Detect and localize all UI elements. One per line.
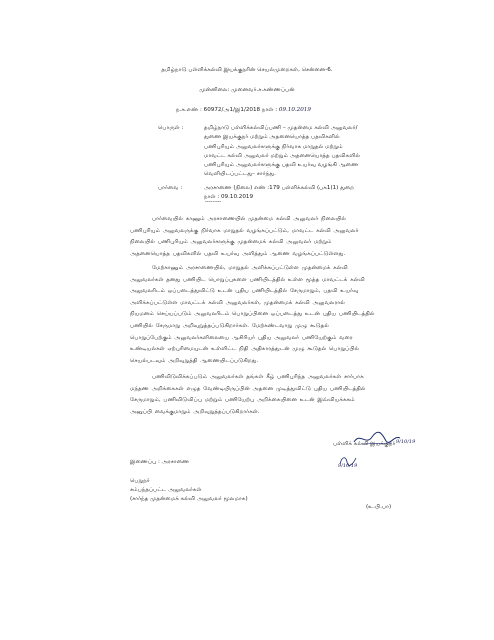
subject-text — [204, 124, 361, 180]
signature-date-initial: 9/10/19 — [338, 463, 358, 469]
paragraph-line: மேற்காணும் அரசாணையில், மாறுதல் அளிக்கப்பட்டுள்ள முதன்மைக் கல்வி — [152, 265, 348, 271]
signature-date-top: 9/10/19 — [396, 439, 416, 445]
paragraph-line: மந்தண அறிக்கைகள் எழுத வேண்டியிருப்பின் அதனை முடித்துவிட்டு புதிய பணியிடத்தில் — [130, 385, 366, 392]
paragraph-line: பணிவிடுவிக்கப்படும் அலுவலர்கள் தங்கள் கீழ் பணிபுரிந்த அலுவலர்கள் சார்பாக — [152, 374, 364, 380]
subject-line: தமிழ்நாடு பள்ளிக்கல்விப்பணி – முதன்மை கல்வி அலுவலர்/ — [204, 125, 358, 131]
presiding-officer: முன்னிலை: முனைவர்.ச.கண்ணப்பன் — [199, 87, 295, 93]
paragraph-line: அனுப்பி வைக்குமாறும் அறிவுறுத்தப்படுகிறார்கள். — [130, 408, 260, 415]
paragraph-line: அலுவலரிடம் ஒப்படைத்துவிட்டு உடன் புதிய பணியிடத்தில் சேருமாறும், பதவி உயர்வு — [130, 288, 359, 295]
separator-line: --------- — [205, 199, 222, 205]
paragraph-1 — [130, 214, 370, 260]
reference-date: 09.10.2019 — [278, 107, 311, 113]
paragraph-line: அளிக்கப்பட்டுள்ள மாவட்டக் கல்வி அலுவலர்கள், முதன்மைக் கல்வி அலுவலரால் — [130, 299, 345, 306]
paragraph-line: அதனையொத்த பதவிகளில் பதவி உயர்வு அளித்தும் ஆணை வழங்கப்பட்டுள்ளது. — [130, 250, 346, 257]
paragraph-line: உண்டியல்கள் ஏற்புரிமையுடன் உள்ளிட்ட நிதி அதிகாரத்துடன் முழு கூடுதல் பொறுப்பில் — [130, 346, 360, 353]
recipients-list — [130, 486, 310, 505]
subject-label: பொருள் : — [158, 125, 184, 131]
footer-mark: (உ.பி.பா) — [366, 504, 392, 510]
reference-number-text: ந.க.எண் : 60972/அ1/இ1/2018 நாள் : — [176, 107, 278, 113]
paragraph-line: பணியில் சேருமாறு அறிவுறுத்தப்படுகிறார்கள். மேற்கண்டவாறு முழு கூடுதல் — [130, 322, 329, 329]
subject-line: மாவட்ட கல்வி அலுவலர் மற்றும் அதனையொத்த பதவிகளில் — [204, 152, 361, 159]
subject-line: பணிபுரியும் அலுவலர்களுக்கு நிர்வாக மாறுதல் மற்றும் — [204, 143, 343, 150]
paragraph-line: சேருமாறும், பணிவிடுவிப்பு மற்றும் பணியேற்பு அறிக்கையினை உடன் இவ்வியக்ககம் — [130, 397, 355, 404]
reference-line: நாள் : 09.10.2019 — [204, 194, 254, 201]
subject-line: பணிபுரியும் அலுவலர்களுக்கு பதவி உயர்வு வழங்கி ஆணை — [204, 162, 359, 169]
subject-label-text: பொருள் — [158, 125, 180, 131]
recipient-line: சம்பந்தப்பட்ட அலுவலர்கள் — [130, 487, 202, 493]
paragraph-line: நிலையில் பணிபுரியும் அலுவலர்களுக்கு முதன்மைக் கல்வி அலுவலர் மற்றும் — [130, 239, 332, 246]
office-header: தமிழ்நாடு பள்ளிக்கல்வி இயக்குநரின் செயல்முறைகள், சென்னை-6. — [161, 67, 333, 73]
signatory-title: பள்ளிக் கல்வி இயக்குநர் — [333, 441, 396, 447]
subject-line: துணை இயக்குநர் மற்றும் அதனையொத்த பதவிகளில் — [204, 134, 340, 141]
paragraph-line: பணிபுரியும் அலுவலருக்கு நிர்வாக மாறுதல் வழங்கப்பட்டும், மாவட்ட கல்வி அலுவலர் — [130, 227, 359, 234]
paragraph-line: அலுவலர்கள் தனது பணியிட பொறுப்புகளை பணியிடத்தில் உள்ள மூத்த மாவட்டக் கல்வி — [130, 276, 365, 283]
recipients-label: பெறுநர் — [130, 478, 150, 484]
reference-number — [176, 106, 311, 115]
paragraph-line: பார்வையில் காணும் அரசாணையில் முதன்மை கல்வி அலுவலர் நிலையில் — [152, 216, 346, 222]
reference-text — [204, 184, 355, 203]
reference-label: பார்வை : — [158, 185, 183, 191]
recipient-line: (சார்ந்த முதன்மைக் கல்வி அலுவலர் மூலமாக) — [130, 496, 248, 503]
paragraph-line: செயல்படவும் அறிவுறுத்தி ஆணையிடப்படுகிறது. — [130, 357, 259, 364]
paragraph-2 — [130, 263, 375, 367]
paragraph-3 — [130, 372, 370, 418]
reference-line: அரசாணை (நிலை) எண் :179 பள்ளிக்கல்வி (பக1(1) துறை — [204, 185, 355, 191]
enclosure-note: இணைப்பு : அரசாணை — [130, 459, 190, 465]
paragraph-line: பொறுப்பேற்கும் அலுவலர்களிலையை ஆசிரியர் புதிய அலுவலர் பணியேற்கும் வரை — [130, 334, 353, 341]
subject-line: வெளியிடப்பட்டது– சார்ந்து. — [204, 171, 276, 178]
reference-label-text: பார்வை — [158, 185, 179, 191]
paragraph-line: நியமனம் செய்யப்படும் அலுவலரிடம் பொறுப்பினை ஒப்படைத்து உடன் புதிய பணியிடத்தில் — [130, 311, 375, 318]
